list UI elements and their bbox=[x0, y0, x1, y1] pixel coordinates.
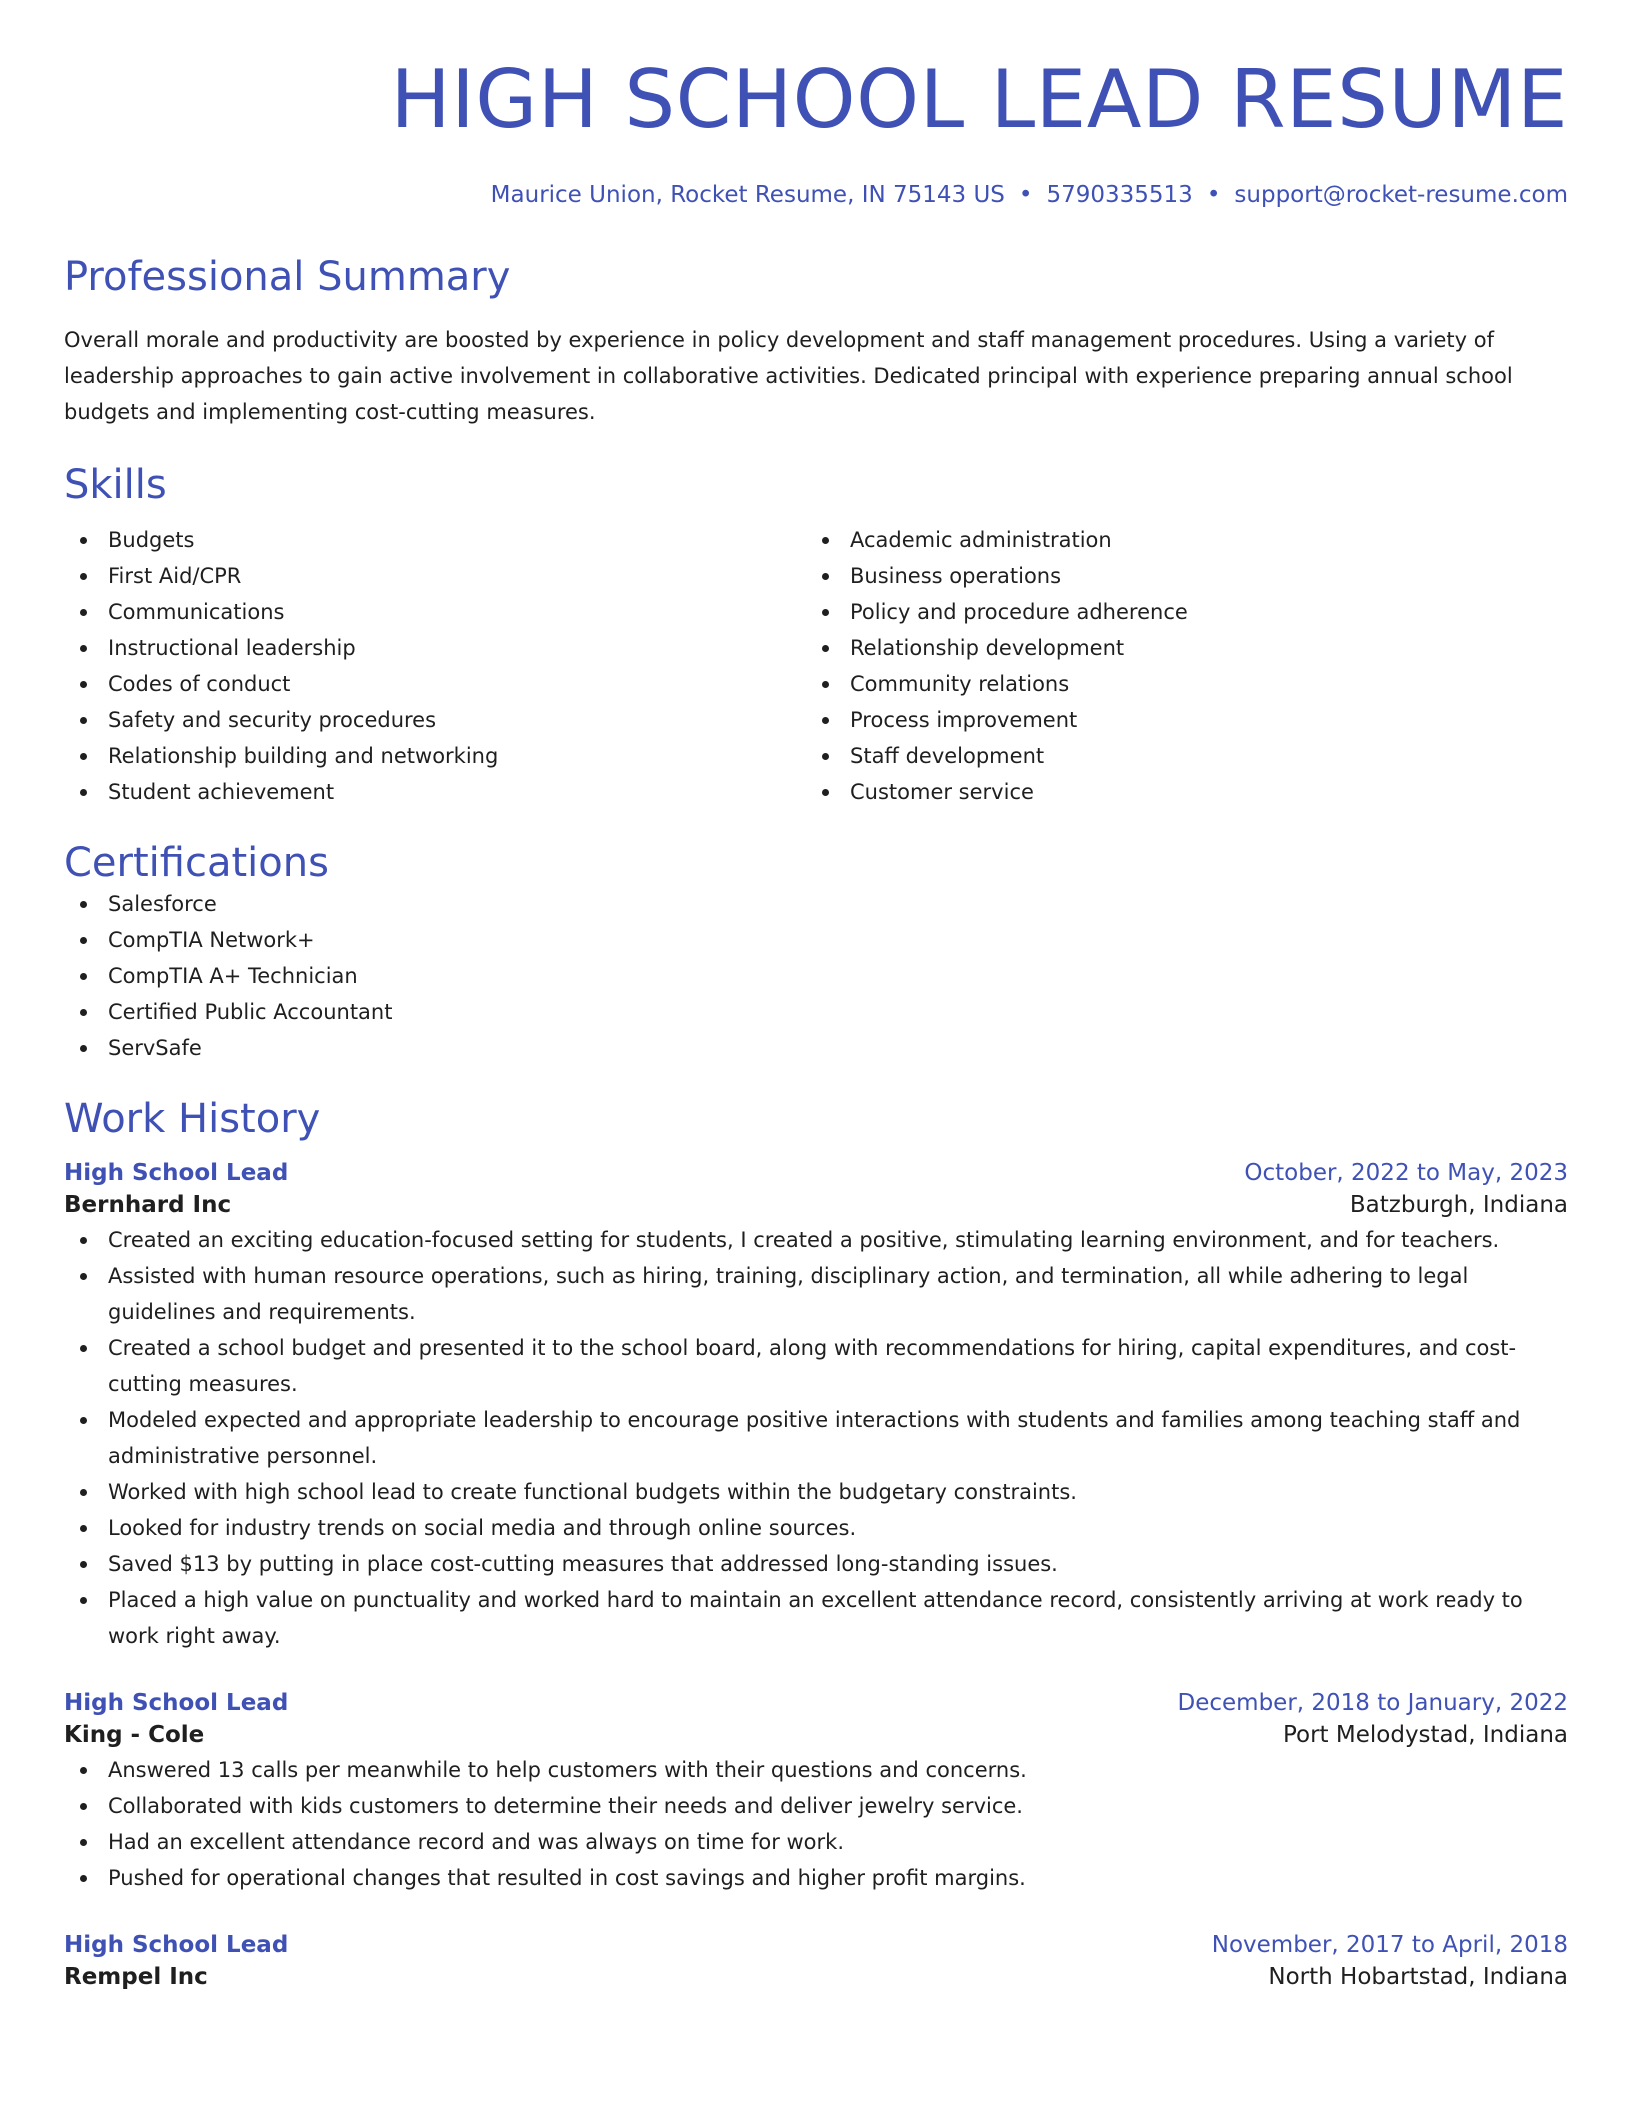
skill-item: Budgets bbox=[64, 522, 806, 558]
job-bullet: Created an exciting education-focused setting for students, I created a positive, stimulating learning environment, and for teachers. bbox=[64, 1222, 1568, 1258]
job-company: Bernhard Inc bbox=[64, 1192, 232, 1218]
skill-item: Staff development bbox=[806, 738, 1548, 774]
job-company-row bbox=[64, 1718, 1568, 1752]
skill-item: Community relations bbox=[806, 666, 1548, 702]
job-entry bbox=[64, 1930, 1568, 1994]
job-title: High School Lead bbox=[64, 1160, 289, 1186]
skill-item: Relationship development bbox=[806, 630, 1548, 666]
job-bullet: Placed a high value on punctuality and worked hard to maintain an excellent attendance record, consistently arriving at work ready to work right away. bbox=[64, 1582, 1568, 1654]
contact-address: Maurice Union, Rocket Resume, IN 75143 US bbox=[490, 182, 1005, 208]
job-bullet: Looked for industry trends on social media and through online sources. bbox=[64, 1510, 1568, 1546]
job-entry bbox=[64, 1688, 1568, 1896]
job-header-row bbox=[64, 1930, 1568, 1960]
job-bullet: Assisted with human resource operations, such as hiring, training, disciplinary action, and termination, all while adhering to legal guidelines and requirements. bbox=[64, 1258, 1568, 1330]
summary-heading: Professional Summary bbox=[64, 254, 511, 300]
job-bullet: Modeled expected and appropriate leadership to encourage positive interactions with students and families among teaching staff and administrative personnel. bbox=[64, 1402, 1568, 1474]
job-bullet: Pushed for operational changes that resulted in cost savings and higher profit margins. bbox=[64, 1860, 1568, 1896]
skill-item: First Aid/CPR bbox=[64, 558, 806, 594]
skills-list-right bbox=[806, 522, 1548, 810]
job-bullet: Had an excellent attendance record and was always on time for work. bbox=[64, 1824, 1568, 1860]
skills-heading: Skills bbox=[64, 462, 167, 508]
contact-separator: • bbox=[1206, 182, 1221, 208]
job-title: High School Lead bbox=[64, 1690, 289, 1716]
skill-item: Student achievement bbox=[64, 774, 806, 810]
resume-name: HIGH SCHOOL LEAD RESUME bbox=[390, 53, 1568, 146]
job-dates: December, 2018 to January, 2022 bbox=[1177, 1690, 1568, 1716]
skill-item: Codes of conduct bbox=[64, 666, 806, 702]
summary-text: Overall morale and productivity are boosted by experience in policy development and staff management procedures. Using a variety of leadership approaches to gain active involvement in collaborative activities. Dedicated principal with experience preparing annual school budgets and implementing cost-cutting measures. bbox=[64, 328, 1513, 424]
skill-item: Policy and procedure adherence bbox=[806, 594, 1548, 630]
certification-item: ServSafe bbox=[64, 1030, 1568, 1066]
job-company: Rempel Inc bbox=[64, 1964, 208, 1990]
certification-item: CompTIA A+ Technician bbox=[64, 958, 1568, 994]
job-header-row bbox=[64, 1688, 1568, 1718]
job-entry bbox=[64, 1158, 1568, 1654]
skill-item: Safety and security procedures bbox=[64, 702, 806, 738]
certification-item: Salesforce bbox=[64, 886, 1568, 922]
skill-item: Instructional leadership bbox=[64, 630, 806, 666]
job-company: King - Cole bbox=[64, 1722, 205, 1748]
job-bullet: Worked with high school lead to create functional budgets within the budgetary constraints. bbox=[64, 1474, 1568, 1510]
skill-item: Communications bbox=[64, 594, 806, 630]
job-header-row bbox=[64, 1158, 1568, 1188]
certifications-heading: Certifications bbox=[64, 840, 329, 886]
job-bullets bbox=[64, 1752, 1568, 1896]
job-title: High School Lead bbox=[64, 1932, 289, 1958]
skill-item: Business operations bbox=[806, 558, 1548, 594]
contact-separator: • bbox=[1018, 182, 1033, 208]
job-bullet: Created a school budget and presented it to the school board, along with recommendations for hiring, capital expenditures, and cost-cutting measures. bbox=[64, 1330, 1568, 1402]
certification-item: CompTIA Network+ bbox=[64, 922, 1568, 958]
contact-line bbox=[64, 180, 1568, 210]
contact-email[interactable]: support@rocket-resume.com bbox=[1234, 182, 1568, 208]
job-dates: November, 2017 to April, 2018 bbox=[1211, 1932, 1568, 1958]
certifications-list bbox=[64, 886, 1568, 1066]
job-bullets bbox=[64, 1222, 1568, 1654]
job-bullet: Saved $13 by putting in place cost-cutting measures that addressed long-standing issues. bbox=[64, 1546, 1568, 1582]
work-history-heading: Work History bbox=[64, 1096, 321, 1142]
job-company-row bbox=[64, 1960, 1568, 1994]
skill-item: Academic administration bbox=[806, 522, 1548, 558]
skill-item: Customer service bbox=[806, 774, 1548, 810]
job-company-row bbox=[64, 1188, 1568, 1222]
job-location: Port Melodystad, Indiana bbox=[1282, 1722, 1568, 1748]
resume-header bbox=[64, 53, 1568, 210]
job-dates: October, 2022 to May, 2023 bbox=[1244, 1160, 1568, 1186]
skill-item: Relationship building and networking bbox=[64, 738, 806, 774]
job-location: Batzburgh, Indiana bbox=[1349, 1192, 1568, 1218]
skills-list-left bbox=[64, 522, 806, 810]
skill-item: Process improvement bbox=[806, 702, 1548, 738]
skills-columns bbox=[64, 522, 1568, 810]
resume-page bbox=[64, 0, 1568, 1994]
contact-phone: 5790335513 bbox=[1046, 182, 1193, 208]
job-location: North Hobartstad, Indiana bbox=[1268, 1964, 1568, 1990]
certification-item: Certified Public Accountant bbox=[64, 994, 1568, 1030]
job-bullet: Collaborated with kids customers to determine their needs and deliver jewelry service. bbox=[64, 1788, 1568, 1824]
job-bullet: Answered 13 calls per meanwhile to help customers with their questions and concerns. bbox=[64, 1752, 1568, 1788]
